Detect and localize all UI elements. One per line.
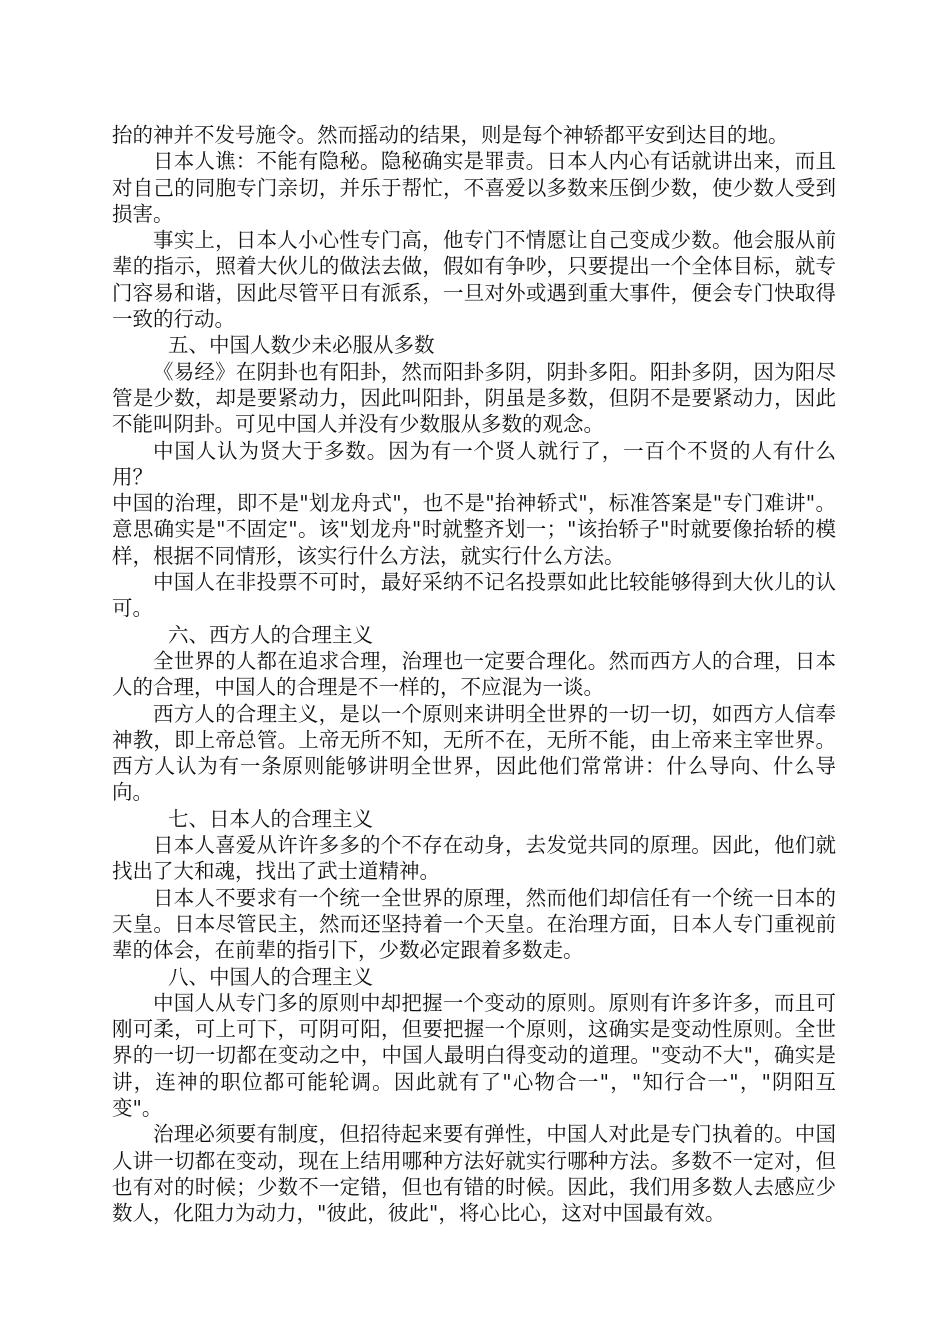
section-heading: 七、日本人的合理主义 <box>168 806 373 831</box>
paragraph: 西方人的合理主义，是以一个原则来讲明全世界的一切一切，如西方人信奉神教，即上帝总管。上帝无所不知，无所不在，无所不能，由上帝来主宰世界。西方人认为有一条原则能够讲明全世界，因此他们常常讲：什么导向、什么导向。 <box>112 701 836 805</box>
document-body <box>112 122 836 1226</box>
paragraph: 中国的治理，即不是"划龙舟式"，也不是"抬神轿式"，标准答案是"专门难讲"。意思确实是"不固定"。该"划龙舟"时就整齐划一；"该抬轿子"时就要像抬轿的模样，根据不同情形，该实行什么方法，就实行什么方法。 <box>112 491 836 568</box>
paragraph: 中国人在非投票不可时，最好采纳不记名投票如此比较能够得到大伙儿的认可。 <box>112 570 836 621</box>
paragraph: 日本人喜爱从许许多多的个不存在动身，去发觉共同的原理。因此，他们就找出了大和魂，找出了武士道精神。 <box>112 833 836 884</box>
paragraph: 日本人谯：不能有隐秘。隐秘确实是罪责。日本人内心有话就讲出来，而且对自己的同胞专门亲切，并乐于帮忙，不喜爱以多数来压倒少数，使少数人受到损害。 <box>112 149 836 226</box>
paragraph: 中国人从专门多的原则中却把握一个变动的原则。原则有许多许多，而且可刚可柔，可上可下，可阴可阳，但要把握一个原则，这确实是变动性原则。全世界的一切一切都在变动之中，中国人最明白得变动的道理。"变动不大"，确实是讲，连神的职位都可能轮调。因此就有了"心物合一"，"知行合一"，"阴阳互变"。 <box>112 990 836 1120</box>
paragraph: 事实上，日本人小心性专门高，他专门不情愿让自己变成少数。他会服从前辈的指示，照着大伙儿的做法去做，假如有争吵，只要提出一个全体目标，就专门容易和谐，因此尽管平日有派系，一旦对外或遇到重大事件，便会专门快取得一致的行动。 <box>112 228 836 332</box>
paragraph: 中国人认为贤大于多数。因为有一个贤人就行了，一百个不贤的人有什么用？ <box>112 438 836 489</box>
section-heading: 六、西方人的合理主义 <box>168 622 373 647</box>
section-heading: 五、中国人数少未必服从多数 <box>168 333 435 358</box>
paragraph: 日本人不要求有一个统一全世界的原理，然而他们却信任有一个统一日本的天皇。日本尽管民主，然而还坚持着一个天皇。在治理方面，日本人专门重视前辈的体会，在前辈的指引下，少数必定跟着多数走。 <box>112 885 836 963</box>
paragraph: 《易经》在阴卦也有阳卦，然而阳卦多阴，阴卦多阳。阳卦多阴，因为阳尽管是少数，却是要紧动力，因此叫阳卦，阴虽是多数，但阴不是要紧动力，因此不能叫阴卦。可见中国人并没有少数服从多数的观念。 <box>112 359 836 437</box>
paragraph: 抬的神并不发号施令。然而摇动的结果，则是每个神轿都平安到达目的地。 <box>112 123 789 147</box>
paragraph: 全世界的人都在追求合理，治理也一定要合理化。然而西方人的合理，日本人的合理，中国人的合理是不一样的，不应混为一谈。 <box>112 648 836 700</box>
paragraph: 治理必须要有制度，但招待起来要有弹性，中国人对此是专门执着的。中国人讲一切都在变动，现在上结用哪种方法好就实行哪种方法。多数不一定对，但也有对的时候；少数不一定错，但也有错的时候。因此，我们用多数人去感应少数人，化阻力为动力，"彼此，彼此"，将心比心，这对中国最有效。 <box>112 1122 836 1226</box>
section-heading: 八、中国人的合理主义 <box>168 964 373 989</box>
